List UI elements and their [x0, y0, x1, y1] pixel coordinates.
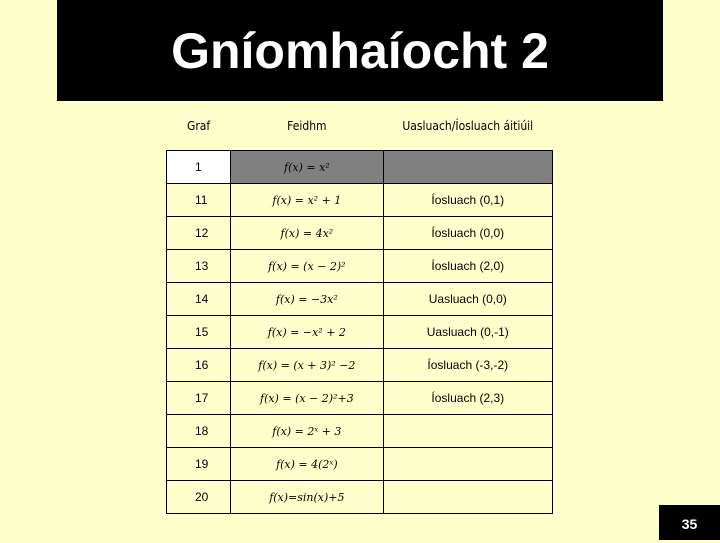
value-cell: Uasluach (0,0)	[383, 283, 552, 316]
table-row	[167, 283, 553, 316]
function-cell: f(x)=sin(x)+5	[231, 481, 383, 514]
value-cell: Uasluach (0,-1)	[383, 316, 552, 349]
table-row	[167, 448, 553, 481]
value-cell: Íosluach (2,3)	[383, 382, 552, 415]
header-value: Uasluach/Íosluach áitiúil	[383, 101, 552, 151]
table-row	[167, 217, 553, 250]
function-cell: f(x) = 4x²	[231, 217, 383, 250]
function-cell: f(x) = (x − 2)²+3	[231, 382, 383, 415]
table-row	[167, 415, 553, 448]
function-cell: f(x) = 4(2ˣ)	[231, 448, 383, 481]
row-number: 1	[167, 151, 231, 184]
row-number: 20	[167, 481, 231, 514]
table-row	[167, 250, 553, 283]
title-bar	[57, 0, 663, 101]
value-cell	[383, 415, 552, 448]
row-number: 11	[167, 184, 231, 217]
table-row	[167, 184, 553, 217]
table-row	[167, 349, 553, 382]
row-number: 16	[167, 349, 231, 382]
value-cell: Íosluach (0,1)	[383, 184, 552, 217]
function-cell: f(x) = −3x²	[231, 283, 383, 316]
table-row	[167, 382, 553, 415]
value-cell	[383, 448, 552, 481]
row-number: 13	[167, 250, 231, 283]
header-graf: Graf	[167, 101, 231, 151]
row-number: 19	[167, 448, 231, 481]
value-cell: Íosluach (-3,-2)	[383, 349, 552, 382]
row-number: 18	[167, 415, 231, 448]
value-cell	[383, 481, 552, 514]
function-cell: f(x) = (x + 3)² −2	[231, 349, 383, 382]
function-cell: f(x) = 2ˣ + 3	[231, 415, 383, 448]
row-number: 17	[167, 382, 231, 415]
page-number: 35	[659, 505, 720, 540]
slide-title: Gníomhaíocht 2	[171, 23, 549, 79]
table-row	[167, 151, 553, 184]
function-cell: f(x) = −x² + 2	[231, 316, 383, 349]
header-feidhm: Feidhm	[231, 101, 383, 151]
table-header-row	[167, 101, 553, 151]
value-cell: Íosluach (0,0)	[383, 217, 552, 250]
function-cell: f(x) = (x − 2)²	[231, 250, 383, 283]
value-cell: Íosluach (2,0)	[383, 250, 552, 283]
row-number: 15	[167, 316, 231, 349]
table-row	[167, 316, 553, 349]
function-cell: f(x) = x² + 1	[231, 184, 383, 217]
row-number: 12	[167, 217, 231, 250]
value-cell	[383, 151, 552, 184]
function-cell: f(x) = x²	[231, 151, 383, 184]
function-table	[166, 101, 553, 514]
table-row	[167, 481, 553, 514]
row-number: 14	[167, 283, 231, 316]
